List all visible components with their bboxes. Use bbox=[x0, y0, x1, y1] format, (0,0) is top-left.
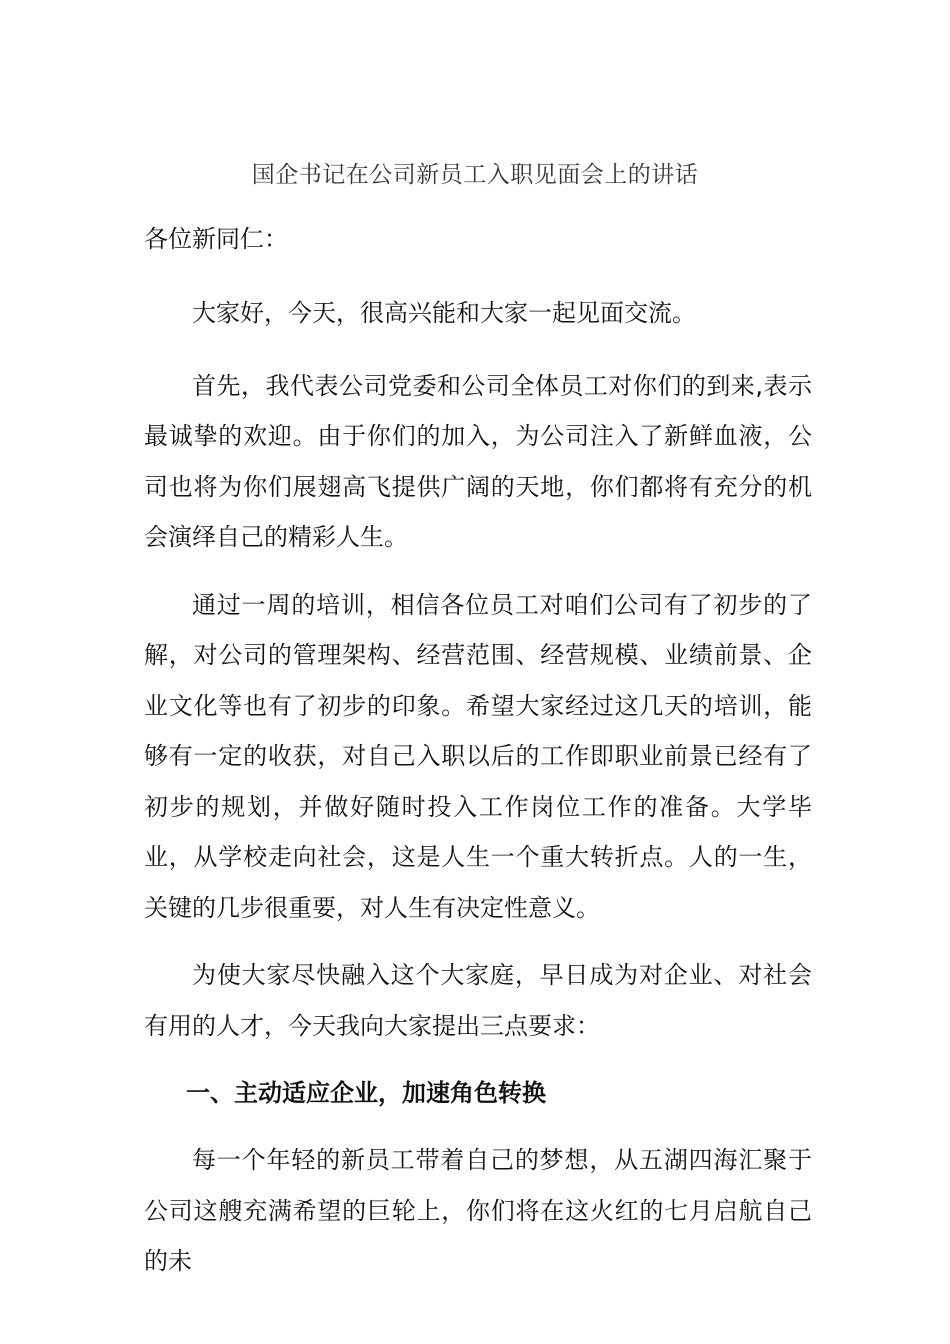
section-heading: 一、主动适应企业，加速角色转换 bbox=[186, 1079, 546, 1107]
document-title: 国企书记在公司新员工入职见面会上的讲话 bbox=[251, 162, 699, 188]
document-body bbox=[144, 222, 812, 1304]
salutation: 各位新同仁： bbox=[144, 225, 288, 253]
paragraph-closing: 每一个年轻的新员工带着自己的梦想，从五湖四海汇聚于公司这艘充满希望的巨轮上，你们将在这火红的七月启航自己的未 bbox=[144, 1146, 812, 1275]
paragraph-greeting: 大家好，今天，很高兴能和大家一起见面交流。 bbox=[192, 299, 696, 327]
paragraph-training: 通过一周的培训，相信各位员工对咱们公司有了初步的了解，对公司的管理架构、经营范围、经营规模、业绩前景、企业文化等也有了初步的印象。希望大家经过这几天的培训，能够有一定的收获，对自己入职以后的工作即职业前景已经有了初步的规划，并做好随时投入工作岗位工作的准备。大学毕业，从学校走向社会，这是人生一个重大转折点。人的一生，关键的几步很重要，对人生有决定性意义。 bbox=[144, 590, 812, 922]
paragraph-welcome: 首先，我代表公司党委和公司全体员工对你们的到来,表示最诚挚的欢迎。由于你们的加入，为公司注入了新鲜血液，公司也将为你们展翅高飞提供广阔的天地，你们都将有充分的机会演绎自己的精彩人生。 bbox=[144, 371, 812, 551]
paragraph-requirements: 为使大家尽快融入这个大家庭，早日成为对企业、对社会有用的人才，今天我向大家提出三点要求： bbox=[144, 961, 812, 1040]
